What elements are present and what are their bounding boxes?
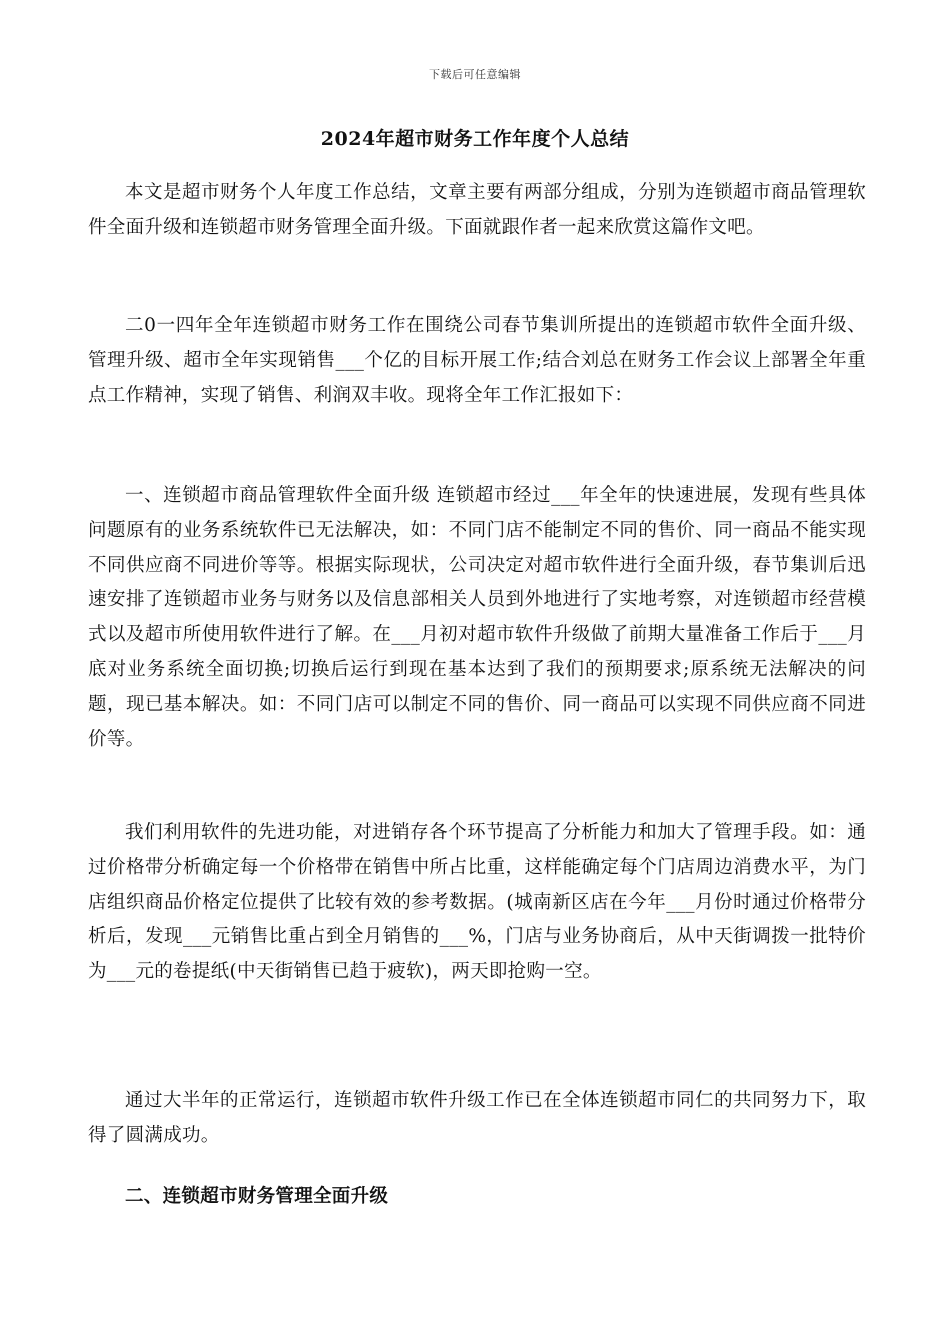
paragraph-overview: 二0一四年全年连锁超市财务工作在围绕公司春节集训所提出的连锁超市软件全面升级、管理升级、超市全年实现销售___个亿的目标开展工作;结合刘总在财务工作会议上部署全年重点工作精神，实现了销售、利润双丰收。现将全年工作汇报如下：	[88, 315, 866, 406]
paragraph-software-upgrade: 一、连锁超市商品管理软件全面升级 连锁超市经过___年全年的快速进展，发现有些具体问题原有的业务系统软件已无法解决，如：不同门店不能制定不同的售价、同一商品不能实现不同供应商不同进价等等。根据实际现状，公司决定对超市软件进行全面升级，春节集训后迅速安排了连锁超市业务与财务以及信息部相关人员到外地进行了实地考察，对连锁超市经营模式以及超市所使用软件进行了解。在___月初对超市软件升级做了前期大量准备工作后于___月底对业务系统全面切换;切换后运行到现在基本达到了我们的预期要求;原系统无法解决的问题，现已基本解决。如：不同门店可以制定不同的售价、同一商品可以实现不同供应商不同进价等。	[88, 485, 866, 750]
section-heading: 二、连锁超市财务管理全面升级	[125, 1186, 389, 1207]
paragraph-analysis: 我们利用软件的先进功能，对进销存各个环节提高了分析能力和加大了管理手段。如：通过价格带分析确定每一个价格带在销售中所占比重，这样能确定每个门店周边消费水平，为门店组织商品价格定位提供了比较有效的参考数据。(城南新区店在今年___月份时通过价格带分析后，发现___元销售比重占到全月销售的___%，门店与业务协商后，从中天街调拨一批特价为___元的卷提纸(中天街销售已趋于疲软)，两天即抢购一空。	[88, 822, 866, 983]
paragraph-success: 通过大半年的正常运行，连锁超市软件升级工作已在全体连锁超市同仁的共同努力下，取得了圆满成功。	[88, 1090, 866, 1146]
paragraph-intro: 本文是超市财务个人年度工作总结，文章主要有两部分组成，分别为连锁超市商品管理软件全面升级和连锁超市财务管理全面升级。下面就跟作者一起来欣赏这篇作文吧。	[88, 182, 866, 238]
document-title: 2024年超市财务工作年度个人总结	[320, 128, 630, 150]
header-note: 下载后可任意编辑	[429, 68, 521, 81]
